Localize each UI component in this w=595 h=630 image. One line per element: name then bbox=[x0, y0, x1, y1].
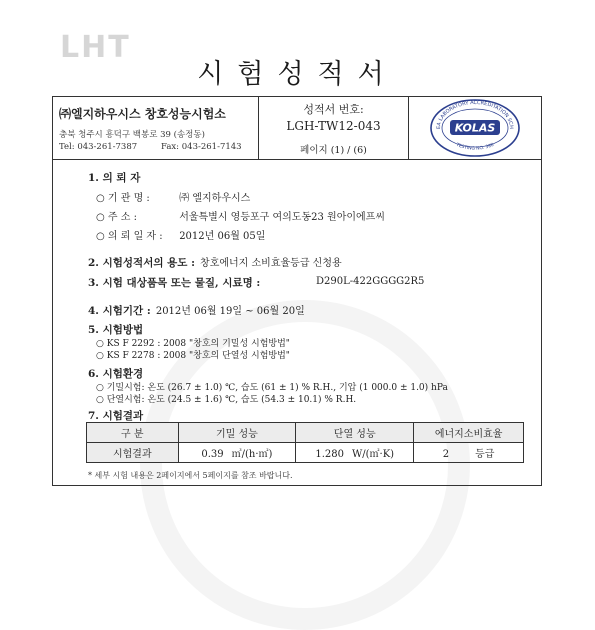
client-address-value: 서울특별시 영등포구 여의도동23 원아이에프씨 bbox=[179, 212, 385, 223]
org-address: 충북 청주시 흥덕구 백봉로 39 (송정동) bbox=[59, 130, 205, 140]
org-cell bbox=[53, 97, 259, 159]
method-line-2: ○ KS F 2278 : 2008 "창호의 단열성 시험방법" bbox=[96, 351, 290, 361]
client-org-value: ㈜ 엘지하우시스 bbox=[179, 193, 251, 204]
kolas-seal-icon bbox=[409, 97, 541, 159]
thermal-cell bbox=[296, 443, 414, 463]
period-value: 2012년 06월 19일 ~ 06월 20일 bbox=[155, 306, 305, 317]
section-environment-heading: 6. 시험환경 bbox=[88, 368, 144, 380]
results-col-efficiency: 에너지소비효율 bbox=[414, 423, 524, 443]
report-cell bbox=[259, 97, 409, 159]
client-date-row bbox=[96, 227, 265, 242]
results-table bbox=[86, 422, 524, 463]
results-row-label: 시험결과 bbox=[87, 443, 179, 463]
thermal-value: 1.280 bbox=[315, 449, 344, 460]
purpose-value: 창호에너지 소비효율등급 신청용 bbox=[200, 258, 342, 269]
results-data-row bbox=[87, 443, 524, 463]
section-item-heading: 3. 시험 대상품목 또는 물질, 시료명 : bbox=[88, 277, 261, 289]
seal-cell bbox=[409, 97, 541, 159]
thermal-unit: W/(㎡·K) bbox=[351, 449, 395, 460]
watermark-logo: LHT bbox=[60, 30, 131, 65]
svg-text:TESTING NO. 388 bbox=[454, 141, 495, 151]
footnote: * 세부 시험 내용은 2페이지에서 5페이지를 참조 바랍니다. bbox=[88, 471, 293, 480]
page-indicator: 페이지 (1) / (6) bbox=[300, 145, 367, 156]
section-method-heading: 5. 시험방법 bbox=[88, 324, 144, 336]
grade-value: 2 bbox=[442, 449, 450, 460]
client-org-row bbox=[96, 189, 250, 204]
client-date-label: ○ 의 뢰 일 자 : bbox=[96, 231, 163, 242]
section-purpose-heading: 2. 시험성적서의 용도 : bbox=[88, 257, 195, 269]
section-period bbox=[88, 299, 305, 318]
results-col-airtight: 기밀 성능 bbox=[178, 423, 296, 443]
page-title: 시험성적서 bbox=[197, 59, 398, 90]
results-col-category: 구 분 bbox=[87, 423, 179, 443]
client-address-label: ○ 주 소 : bbox=[96, 212, 137, 223]
seal-bottom-text: TESTING NO. 388 bbox=[455, 142, 495, 152]
org-tel: Tel: 043-261-7387 bbox=[59, 142, 138, 152]
section-period-heading: 4. 시험기간 : bbox=[88, 305, 151, 317]
seal-top-text: EA LABORATORY ACCREDITATION SCH bbox=[435, 99, 515, 130]
airtight-cell bbox=[178, 443, 296, 463]
client-org-label: ○ 기 관 명 : bbox=[96, 193, 150, 204]
org-name: ㈜엘지하우시스 창호성능시험소 bbox=[59, 107, 226, 121]
method-line-1: ○ KS F 2292 : 2008 "창호의 기밀성 시험방법" bbox=[96, 339, 290, 349]
section-purpose bbox=[88, 251, 342, 270]
org-fax: Fax: 043-261-7143 bbox=[161, 142, 242, 152]
section-client-heading: 1. 의 뢰 자 bbox=[88, 172, 141, 184]
client-date-value: 2012년 06월 05일 bbox=[179, 231, 266, 242]
section-results-heading: 7. 시험결과 bbox=[88, 410, 144, 422]
results-header-row bbox=[87, 423, 524, 443]
report-number-label: 성적서 번호: bbox=[303, 103, 364, 116]
header-box bbox=[52, 96, 542, 160]
grade-cell bbox=[414, 443, 524, 463]
results-col-thermal: 단열 성능 bbox=[296, 423, 414, 443]
seal-logo-text: KOLAS bbox=[454, 121, 496, 135]
grade-unit: 등급 bbox=[475, 449, 495, 460]
client-address-row bbox=[96, 208, 385, 223]
airtight-unit: ㎥/(h·㎡) bbox=[231, 449, 273, 460]
airtight-value: 0.39 bbox=[201, 449, 224, 460]
item-value: D290L-422GGGG2R5 bbox=[316, 276, 425, 287]
environment-line-1: ○ 기밀시험: 온도 (26.7 ± 1.0) ℃, 습도 (61 ± 1) % R.H., 기압 (1 000.0 ± 1.0) hPa bbox=[96, 383, 448, 393]
report-number: LGH-TW12-043 bbox=[286, 119, 381, 133]
environment-line-2: ○ 단열시험: 온도 (24.5 ± 1.6) ℃, 습도 (54.3 ± 10.1) % R.H. bbox=[96, 395, 357, 405]
